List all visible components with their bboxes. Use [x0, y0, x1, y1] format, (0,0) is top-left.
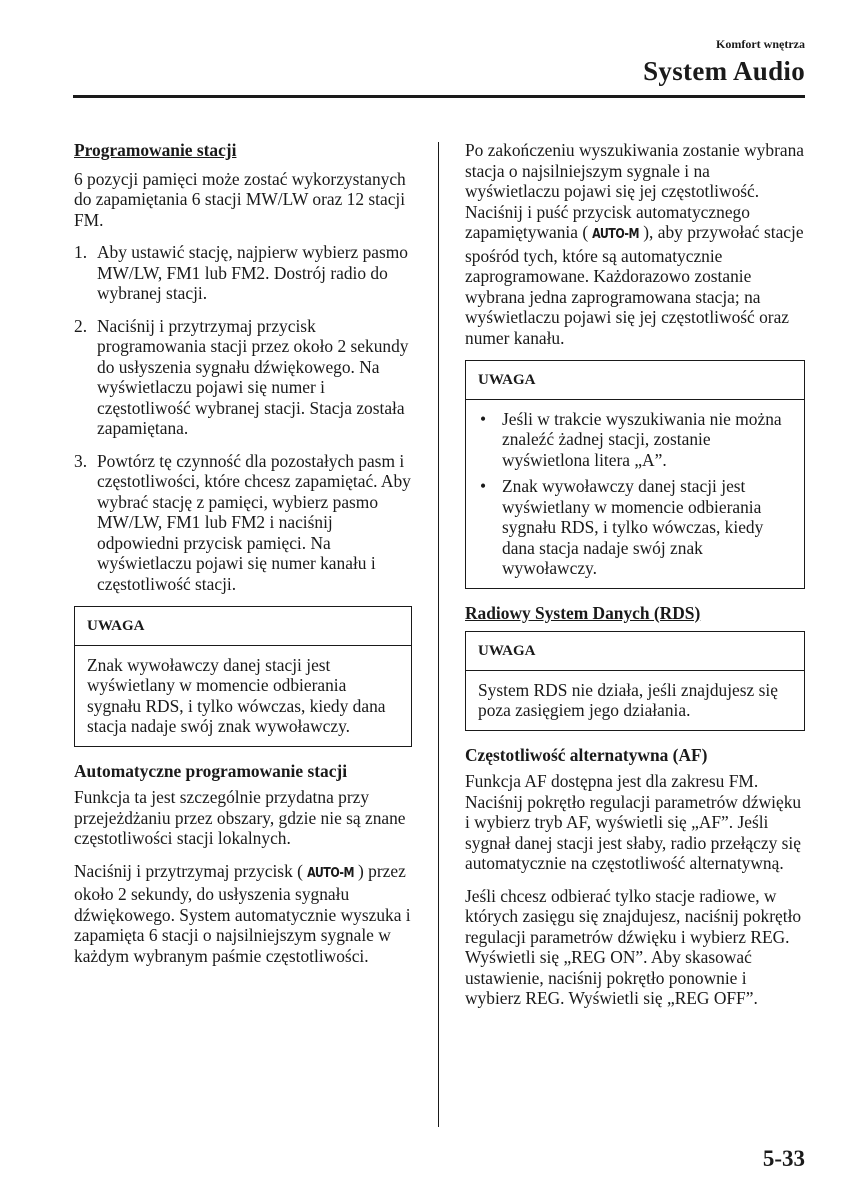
page-title: System Audio — [643, 56, 805, 86]
list-item — [478, 476, 792, 579]
note-box-rds — [465, 631, 805, 731]
column-divider — [438, 142, 439, 1127]
text-segment: Naciśnij i przytrzymaj przycisk ( — [74, 860, 303, 881]
text-segment: Po zakończeniu wyszukiwania zostanie wybrana stacja o najsilniejszym sygnale i na wyświetlaczu pojawi się jej częstotliwość. Naciśnij i puść przycisk automatycznego zapamiętywania ( — [465, 140, 804, 242]
paragraph-search-result — [465, 140, 805, 348]
note-body: Znak wywoławczy danej stacji jest wyświetlany w momencie odbierania sygnału RDS, i tylko wówczas, kiedy dana stacja nadaje swój znak wywoławczy. — [87, 654, 386, 736]
heading-af: Częstotliwość alternatywna (AF) — [465, 744, 708, 765]
heading-rds: Radiowy System Danych (RDS) — [465, 602, 701, 623]
bullet-text: Jeśli w trakcie wyszukiwania nie można znaleźć żadnej stacji, zostanie wyświetlona litera „A”. — [502, 408, 782, 470]
paragraph-auto-2 — [74, 861, 412, 967]
note-heading: UWAGA — [75, 607, 411, 646]
steps-list — [74, 242, 412, 594]
step-text: Powtórz tę czynność dla pozostałych pasm i częstotliwości, które chcesz zapamiętać. Aby wybrać stację z pamięci, wybierz pasmo MW/LW, FM1 lub FM2 i naciśnij odpowiedni przycisk pamięci. Na wyświetlaczu pojawi się numer kanału i częstotliwość stacji. — [97, 450, 411, 594]
step-number: 2. — [74, 315, 88, 336]
right-column — [465, 140, 805, 1021]
section-label: Komfort wnętrza — [716, 37, 805, 51]
left-column — [74, 140, 412, 978]
auto-m-button-label: AUTO-M — [307, 865, 354, 881]
heading-programowanie: Programowanie stacji — [74, 140, 237, 160]
header-rule — [73, 95, 805, 98]
paragraph-intro: 6 pozycji pamięci może zostać wykorzystanych do zapamiętania 6 stacji MW/LW oraz 12 stacji FM. — [74, 168, 406, 230]
list-item — [74, 451, 412, 595]
paragraph-auto-1: Funkcja ta jest szczególnie przydatna przy przejeżdżaniu przez obszary, gdzie nie są znane częstotliwości stacji lokalnych. — [74, 787, 406, 848]
note-heading: UWAGA — [466, 632, 804, 671]
text-segment: ), aby przywołać stacje spośród tych, które są automatycznie zaprogramowane. Każdorazowo zostanie wybrana jedna zaprogramowana stacja; na wyświetlaczu pojawi się jej częstotliwość oraz numer kanału. — [465, 222, 804, 348]
step-text: Naciśnij i przytrzymaj przycisk programowania stacji przez około 2 sekundy do usłyszenia sygnału dźwiękowego. Na wyświetlaczu pojawi się numer i częstotliwość wybranej stacji. Stacja została zapamiętana. — [97, 315, 409, 438]
list-item — [74, 316, 412, 439]
bullet-icon: • — [480, 408, 487, 429]
note-heading: UWAGA — [466, 361, 804, 400]
note-box-search — [465, 360, 805, 589]
step-number: 1. — [74, 242, 88, 262]
heading-auto-programowanie: Automatyczne programowanie stacji — [74, 760, 348, 781]
auto-m-button-label: AUTO-M — [592, 227, 640, 242]
bullet-text: Znak wywoławczy danej stacji jest wyświetlany w momencie odbierania sygnału RDS, i tylko wówczas, kiedy dana stacja nadaje swój znak wywoławczy. — [502, 476, 764, 578]
note-body — [466, 400, 804, 588]
step-number: 3. — [74, 450, 88, 471]
list-item — [478, 409, 792, 471]
list-item — [74, 242, 412, 304]
note-body: System RDS nie działa, jeśli znajdujesz się poza zasięgiem jego działania. — [478, 679, 778, 720]
paragraph-af-1: Funkcja AF dostępna jest dla zakresu FM. Naciśnij pokrętło regulacji parametrów dźwięku i wybierz tryb AF, wyświetli się „AF”. Jeśli sygnał danej stacji jest słaby, radio przełączy się automatycznie na częstotliwość alternatywną. — [465, 771, 802, 873]
note-list — [478, 409, 792, 579]
paragraph-af-2: Jeśli chcesz odbierać tylko stacje radiowe, w których zasięgu się znajdujesz, naciśnij pokrętło regulacji parametrów dźwięku i wybierz REG. Wyświetli się „REG ON”. Aby skasować ustawienie, naciśnij pokrętło ponownie i wybierz REG. Wyświetli się „REG OFF”. — [465, 885, 802, 1008]
page-number: 5-33 — [762, 1146, 805, 1171]
text-segment: ) przez około 2 sekundy, do usłyszenia sygnału dźwiękowego. System automatycznie wyszuka i zapamięta 6 stacji o najsilniejszym sygnale w każdym wybranym paśmie częstotliwości. — [74, 860, 411, 966]
step-text: Aby ustawić stację, najpierw wybierz pasmo MW/LW, FM1 lub FM2. Dostrój radio do wybranej stacji. — [97, 242, 409, 303]
bullet-icon: • — [480, 476, 487, 496]
note-box-rds-callsign — [74, 606, 412, 747]
